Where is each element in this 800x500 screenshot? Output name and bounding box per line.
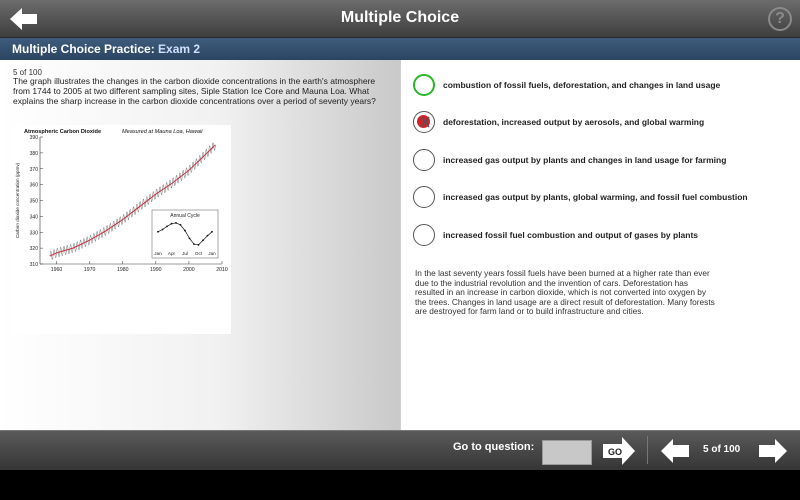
sub-header <box>0 38 800 60</box>
y-axis-label: Carbon dioxide concentration (ppmv) <box>15 162 20 239</box>
goto-input[interactable] <box>542 440 592 465</box>
inset-tick-label: Jul <box>182 251 188 256</box>
y-tick-label: 360 <box>29 182 38 189</box>
goto-label: Go to question: <box>453 441 535 453</box>
arrow-left-icon <box>660 438 690 464</box>
go-arrow-icon <box>602 436 636 466</box>
go-label: GO <box>607 447 623 457</box>
bottom-bar <box>0 430 800 470</box>
top-bar <box>0 0 800 38</box>
x-tick-label: 2010 <box>216 267 228 273</box>
option-label: increased gas output by plants and changes in land usage for farming <box>443 155 727 165</box>
page-title: Multiple Choice <box>340 9 460 26</box>
y-tick-label: 380 <box>29 150 38 157</box>
y-tick-label: 390 <box>29 135 38 141</box>
x-tick-label: 1980 <box>116 267 129 273</box>
radio-button[interactable] <box>413 186 435 208</box>
x-mark-icon <box>419 115 431 129</box>
next-question-button[interactable] <box>758 438 788 464</box>
y-tick-label: 330 <box>29 230 38 237</box>
x-tick-label: 1990 <box>150 267 162 273</box>
x-tick-label: 1970 <box>83 267 96 273</box>
co2-chart <box>12 125 231 334</box>
option-label: deforestation, increased output by aerosols, and global warming <box>443 117 705 127</box>
inset-tick-label: Jan <box>154 251 162 256</box>
answer-option[interactable] <box>413 147 793 173</box>
exam-name: Exam 2 <box>158 42 201 56</box>
help-button[interactable] <box>768 7 792 31</box>
y-tick-label: 320 <box>29 246 38 253</box>
question-pane <box>0 60 400 430</box>
radio-button[interactable] <box>413 74 435 96</box>
answer-pane <box>400 60 800 430</box>
inset-title: Annual Cycle <box>170 213 200 219</box>
page-counter: 5 of 100 <box>703 444 741 455</box>
chart-title: Atmospheric Carbon Dioxide <box>24 129 102 135</box>
answer-option[interactable] <box>413 222 793 248</box>
y-tick-label: 370 <box>29 166 38 173</box>
divider <box>647 436 648 464</box>
option-label: increased gas output by plants, global warming, and fossil fuel combustion <box>443 192 748 202</box>
answer-option[interactable] <box>413 72 793 98</box>
chart-subtitle: Measured at Mauna Loa, Hawaii <box>122 129 203 135</box>
go-button[interactable] <box>602 436 636 466</box>
question-text: The graph illustrates the changes in the carbon dioxide concentrations in the earth's atmosphere from 1744 to 2005 at two different sampling sites, Siple Station Ice Core and Mauna Loa. What explains the sharp increase in the carbon dioxide concentrations over a period of seventy years? <box>13 76 376 106</box>
inset-tick-label: Oct <box>194 251 203 256</box>
y-tick-label: 350 <box>29 198 38 205</box>
system-nav-bar <box>0 470 800 500</box>
arrow-right-icon <box>758 438 788 464</box>
inset-tick-label: Apr <box>167 251 176 256</box>
x-tick-label: 2000 <box>183 267 195 273</box>
question-mark-icon: ? <box>775 10 785 27</box>
y-tick-label: 340 <box>29 214 38 221</box>
x-tick-label: 1960 <box>50 267 63 273</box>
previous-question-button[interactable] <box>660 438 690 464</box>
answer-option[interactable] <box>413 109 793 135</box>
radio-button[interactable] <box>413 149 435 171</box>
inset-tick-label: Jan <box>208 251 216 256</box>
radio-button[interactable] <box>413 224 435 246</box>
y-tick-label: 310 <box>29 262 38 268</box>
exam-label: Multiple Choice Practice: <box>12 42 155 56</box>
explanation-text: In the last seventy years fossil fuels have been burned at a higher rate than ever due to the industrial revolution and the invention of cars. Deforestation has resulted in an increase in carbon dioxide, which is not converted into oxygen by the trees. Changes in land usage are a direct result of deforestation. Many forests are destroyed for farm land or to build infrastructure and cities. <box>415 268 715 317</box>
radio-button[interactable] <box>413 111 435 133</box>
chart-svg <box>12 125 231 334</box>
option-label: combustion of fossil fuels, deforestation, and changes in land usage <box>443 80 721 90</box>
question-counter: 5 of 100 <box>13 68 42 77</box>
exam-title <box>12 42 200 56</box>
option-label: increased fossil fuel combustion and output of gases by plants <box>443 230 699 240</box>
answer-option[interactable] <box>413 184 793 210</box>
